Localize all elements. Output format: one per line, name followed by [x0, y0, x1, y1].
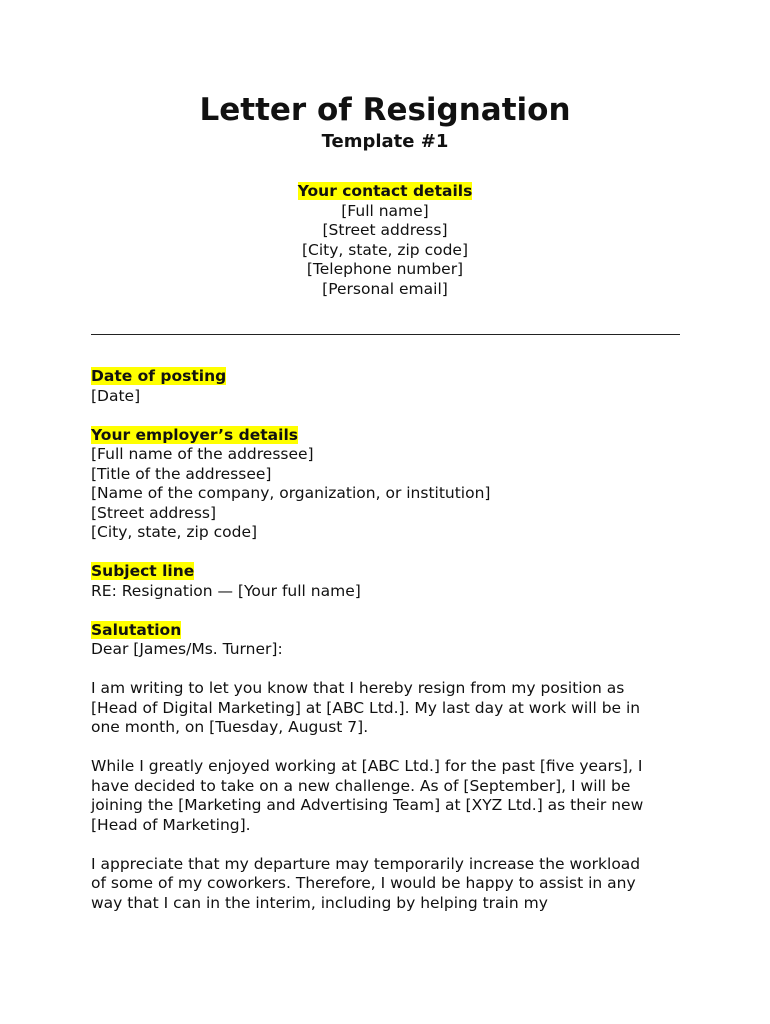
date-line: [Date] [91, 386, 141, 405]
employer-line: [Name of the company, organization, or institution] [91, 484, 491, 502]
paragraph-line: have decided to take on a new challenge. As of [September], I will be [91, 776, 631, 795]
employer-line: [Title of the addressee] [91, 464, 272, 483]
paragraph-line: [Head of Digital Marketing] at [ABC Ltd.]. My last day at work will be in [91, 698, 641, 717]
employer-line: [Street address] [91, 503, 217, 522]
salutation-heading: Salutation [91, 620, 182, 639]
paragraph-line: joining the [Marketing and Advertising Team] at [XYZ Ltd.] as their new [91, 796, 644, 814]
paragraph-line: I appreciate that my departure may temporarily increase the workload [91, 854, 641, 873]
salutation-line: Dear [James/Ms. Turner]: [91, 640, 283, 658]
contact-line: [Telephone number] [306, 260, 464, 278]
contact-line: [City, state, zip code] [301, 240, 469, 259]
paragraph-line: [Head of Marketing]. [91, 815, 251, 834]
subject-section [91, 562, 691, 601]
contact-details-heading: Your contact details [297, 182, 473, 200]
paragraph-line: I am writing to let you know that I hereby resign from my position as [91, 679, 625, 697]
horizontal-divider [91, 334, 680, 335]
contact-details-block [0, 182, 770, 299]
date-section [91, 367, 691, 406]
document-subtitle: Template #1 [321, 131, 449, 152]
salutation-section [91, 621, 691, 660]
contact-line: [Full name] [341, 201, 429, 220]
paragraph [91, 757, 691, 835]
document-title: Letter of Resignation [199, 92, 571, 128]
contact-line: [Personal email] [322, 279, 448, 298]
subject-heading: Subject line [91, 562, 195, 580]
paragraph [91, 855, 691, 914]
employer-heading: Your employer’s details [91, 425, 298, 444]
paragraph-line: way that I can in the interim, including by helping train my [91, 893, 548, 912]
paragraph-line: While I greatly enjoyed working at [ABC Ltd.] for the past [five years], I [91, 757, 643, 775]
paragraph [91, 679, 691, 738]
employer-section [91, 426, 691, 543]
employer-line: [City, state, zip code] [91, 523, 258, 541]
contact-line: [Street address] [322, 221, 448, 239]
subject-line: RE: Resignation — [Your full name] [91, 581, 361, 600]
date-heading: Date of posting [91, 367, 227, 385]
employer-line: [Full name of the addressee] [91, 445, 314, 463]
letter-body [91, 367, 691, 933]
paragraph-line: one month, on [Tuesday, August 7]. [91, 718, 369, 736]
paragraph-line: of some of my coworkers. Therefore, I would be happy to assist in any [91, 874, 636, 892]
